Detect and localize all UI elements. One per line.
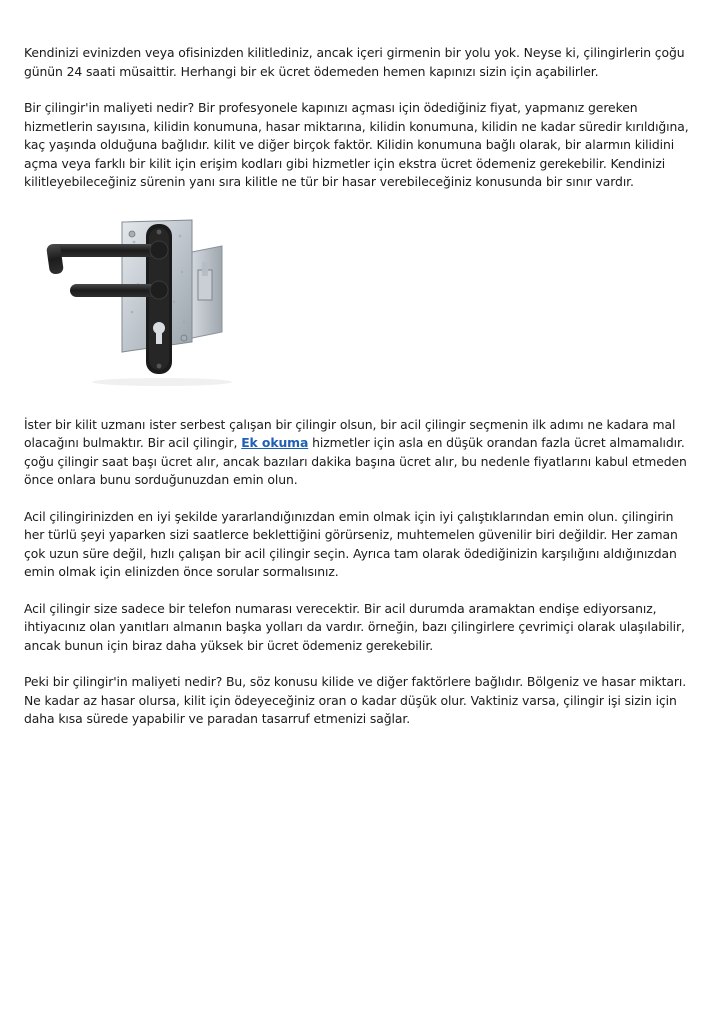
paragraph-cost: Bir çilingir'in maliyeti nedir? Bir profesyonele kapınızı açması için ödediğiniz fiyat, yapmanız gereken hizmetlerin sayısına, kilidin konumuna, hasar miktarına, kilidin konumuna, kilidin ne kadar süredir kırıldığına, kaç yaşında olduğuna bağlıdır. kilit ve diğer birçok faktör. Kilidin konumuna bağlı olarak, bir alarmın kilidini açma veya farklı bir kilit için erişim kodları gibi hizmetler için ekstra ücret ödemeniz gerekebilir. Kendinizi kilitleyebileceğiniz sürenin yanı sıra kilitle ne tür bir hasar verebileceğiniz konusunda bir sınır vardır. <box>24 100 689 189</box>
paragraph-intro: Kendinizi evinizden veya ofisinizden kilitlediniz, ancak içeri girmenin bir yolu yok. Neyse ki, çilingirlerin çoğu günün 24 saati müsaittir. Herhangi bir ek ücret ödemeden hemen kapınızı sizin için açabilirler. <box>24 45 685 79</box>
paragraph-text-after-link: hizmetler için asla en düşük orandan fazla ücret almamalıdır. çoğu çilingir saat başı ücret alır, ancak bazıları dakika başına ücret alır, bu nedenle fiyatlarını kabul etmeden önce onlara bunu sorduğunuzdan emin olun. <box>24 435 687 487</box>
ek-okuma-link[interactable]: Ek okuma <box>241 435 309 450</box>
lock-image <box>42 212 252 392</box>
paragraph-phone: Acil çilingir size sadece bir telefon numarası verecektir. Bir acil durumda aramaktan endişe ediyorsanız, ihtiyacınız olan yanıtları almanın başka yolları da vardır. örneğin, bazı çilingirlere çevrimiçi olarak ulaşılabilir, ancak bunun için biraz daha yüksek bir ücret ödemeniz gerekebilir. <box>24 600 685 653</box>
door-lock-icon <box>42 212 252 392</box>
paragraph-emergency-locksmith <box>24 416 696 490</box>
paragraph-reliability: Acil çilingirinizden en iyi şekilde yararlandığınızdan emin olmak için iyi çalıştıklarından emin olun. çilingirin her türlü şeyi yaparken sizi saatlerce beklettiğini görürseniz, muhtemelen güvenilir biri değildir. Her zaman çok uzun süre değil, hızlı çalışan bir acil çilingir seçin. Ayrıca tam olarak ödediğinizin karşılığını aldığınızdan emin olmak için elinizden önce sorular sormalısınız. <box>24 508 678 579</box>
paragraph-conclusion: Peki bir çilingir'in maliyeti nedir? Bu, söz konusu kilide ve diğer faktörlere bağlıdır. Bölgeniz ve hasar miktarı. Ne kadar az hasar olursa, kilit için ödeyeceğiniz oran o kadar düşük olur. Vaktiniz varsa, çilingir işi sizin için daha kısa sürede yapabilir ve paradan tasarruf etmenizi sağlar. <box>24 674 687 726</box>
paragraph-text-before-link: İster bir kilit uzmanı ister serbest çalışan bir çilingir olsun, bir acil çilingir seçmenin ilk adımı ne kadara mal olacağını bulmaktır. Bir acil çilingir, <box>24 416 676 450</box>
article-body <box>24 44 696 729</box>
